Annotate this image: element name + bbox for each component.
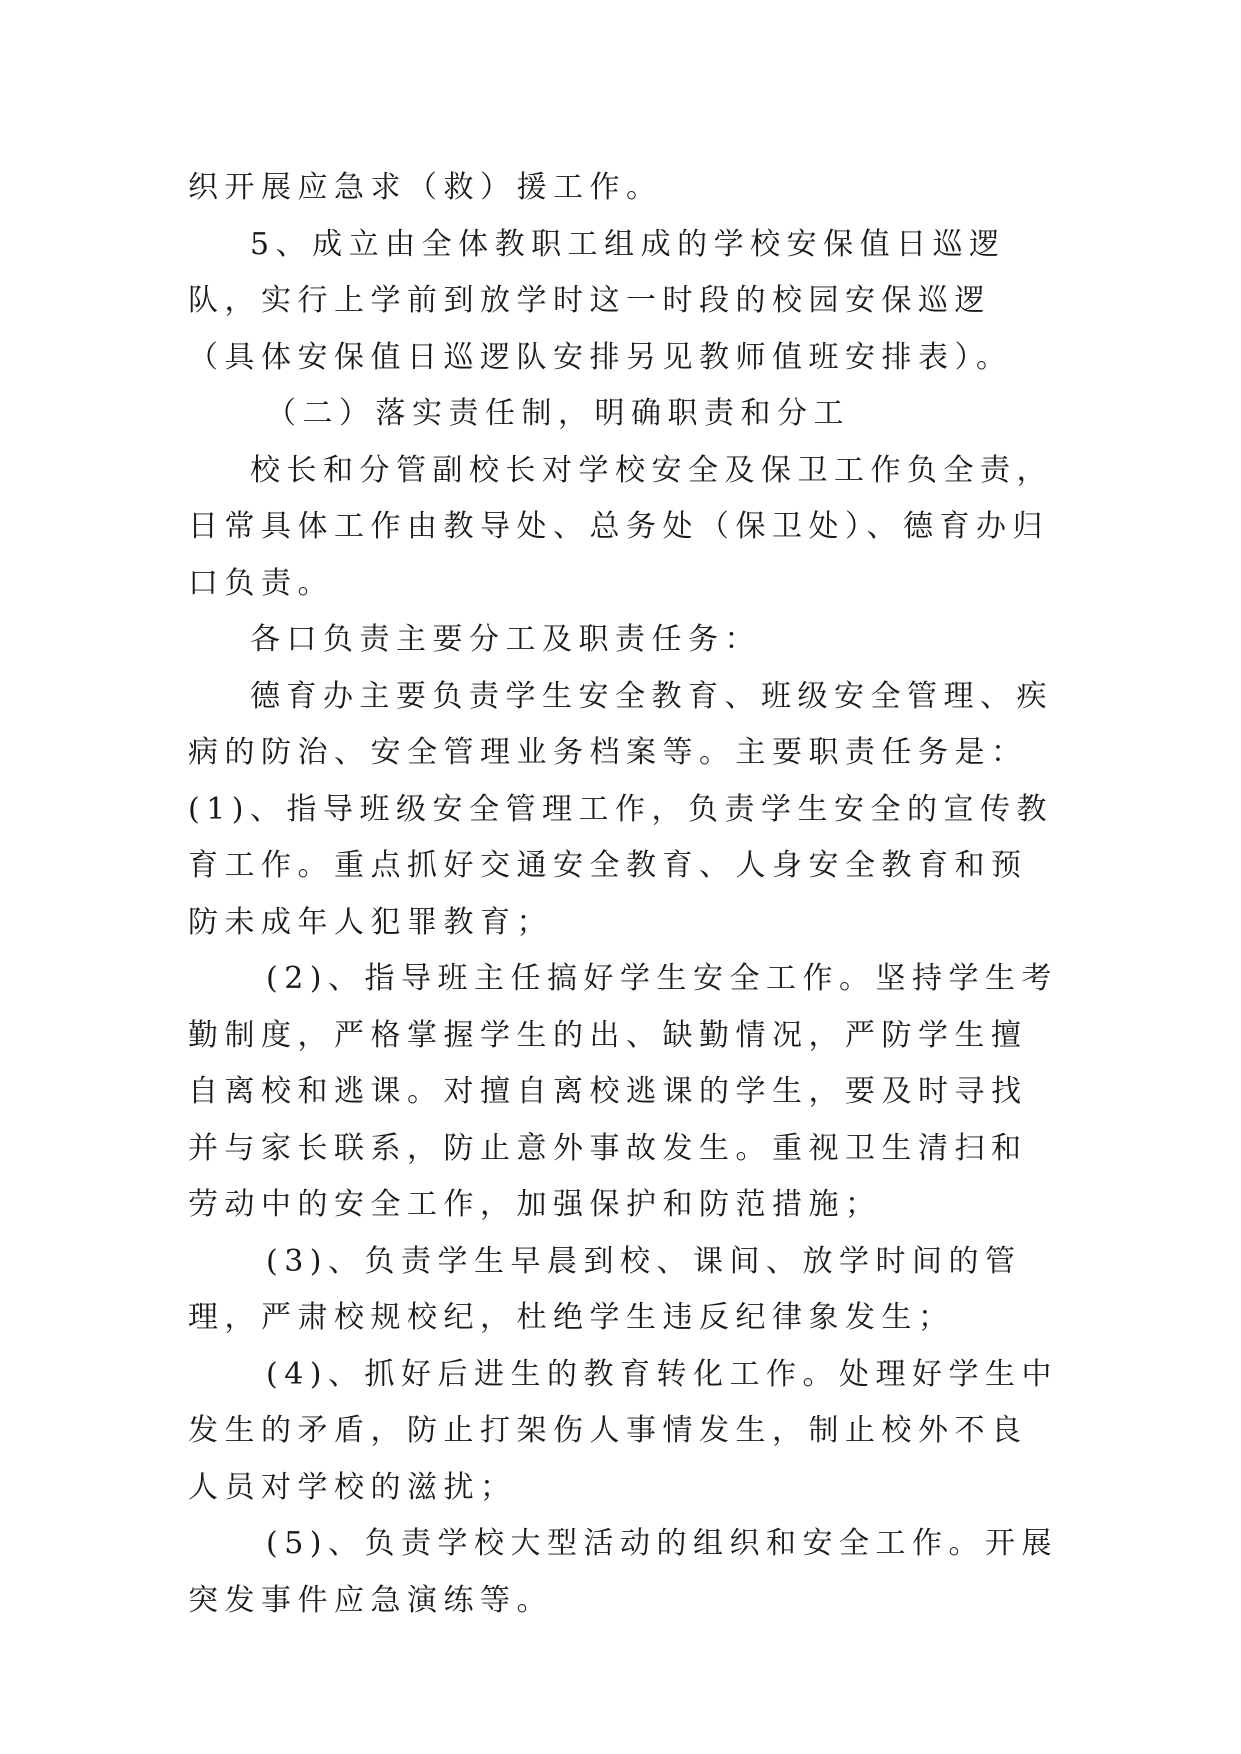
- paragraph-task-5: (5)、负责学校大型活动的组织和安全工作。开展突发事件应急演练等。: [188, 1526, 1058, 1618]
- paragraph-responsibility: 校长和分管副校长对学校安全及保卫工作负全责，日常具体工作由教导处、总务处（保卫处）、德育办归口负责。: [188, 452, 1053, 601]
- paragraph-task-2: (2)、指导班主任搞好学生安全工作。坚持学生考勤制度，严格掌握学生的出、缺勤情况，严防学生擅自离校和逃课。对擅自离校逃课的学生，要及时寻找并与家长联系，防止意外事故发生。重视卫生清扫和劳动中的安全工作，加强保护和防范措施；: [188, 961, 1058, 1222]
- paragraph-moral-office: 德育办主要负责学生安全教育、班级安全管理、疾病的防治、安全管理业务档案等。主要职责任务是：(1)、指导班级安全管理工作，负责学生安全的宣传教育工作。重点抓好交通安全教育、人身安全教育和预防未成年人犯罪教育；: [188, 678, 1053, 940]
- document-body: [188, 160, 1058, 1629]
- section-heading: （二）落实责任制，明确职责和分工: [266, 396, 850, 431]
- paragraph-continuation: 织开展应急求（救）援工作。: [188, 170, 663, 205]
- paragraph-task-3: (3)、负责学生早晨到校、课间、放学时间的管理，严肃校规校纪，杜绝学生违反纪律象发生；: [188, 1243, 1022, 1335]
- paragraph-item-5: 5、成立由全体教职工组成的学校安保值日巡逻队，实行上学前到放学时这一时段的校园安保巡逻（具体安保值日巡逻队安排另见教师值班安排表）。: [188, 226, 1013, 375]
- paragraph-task-4: (4)、抓好后进生的教育转化工作。处理好学生中发生的矛盾，防止打架伤人事情发生，制止校外不良人员对学校的滋扰；: [188, 1356, 1058, 1505]
- paragraph-division-intro: 各口负责主要分工及职责任务：: [250, 622, 761, 657]
